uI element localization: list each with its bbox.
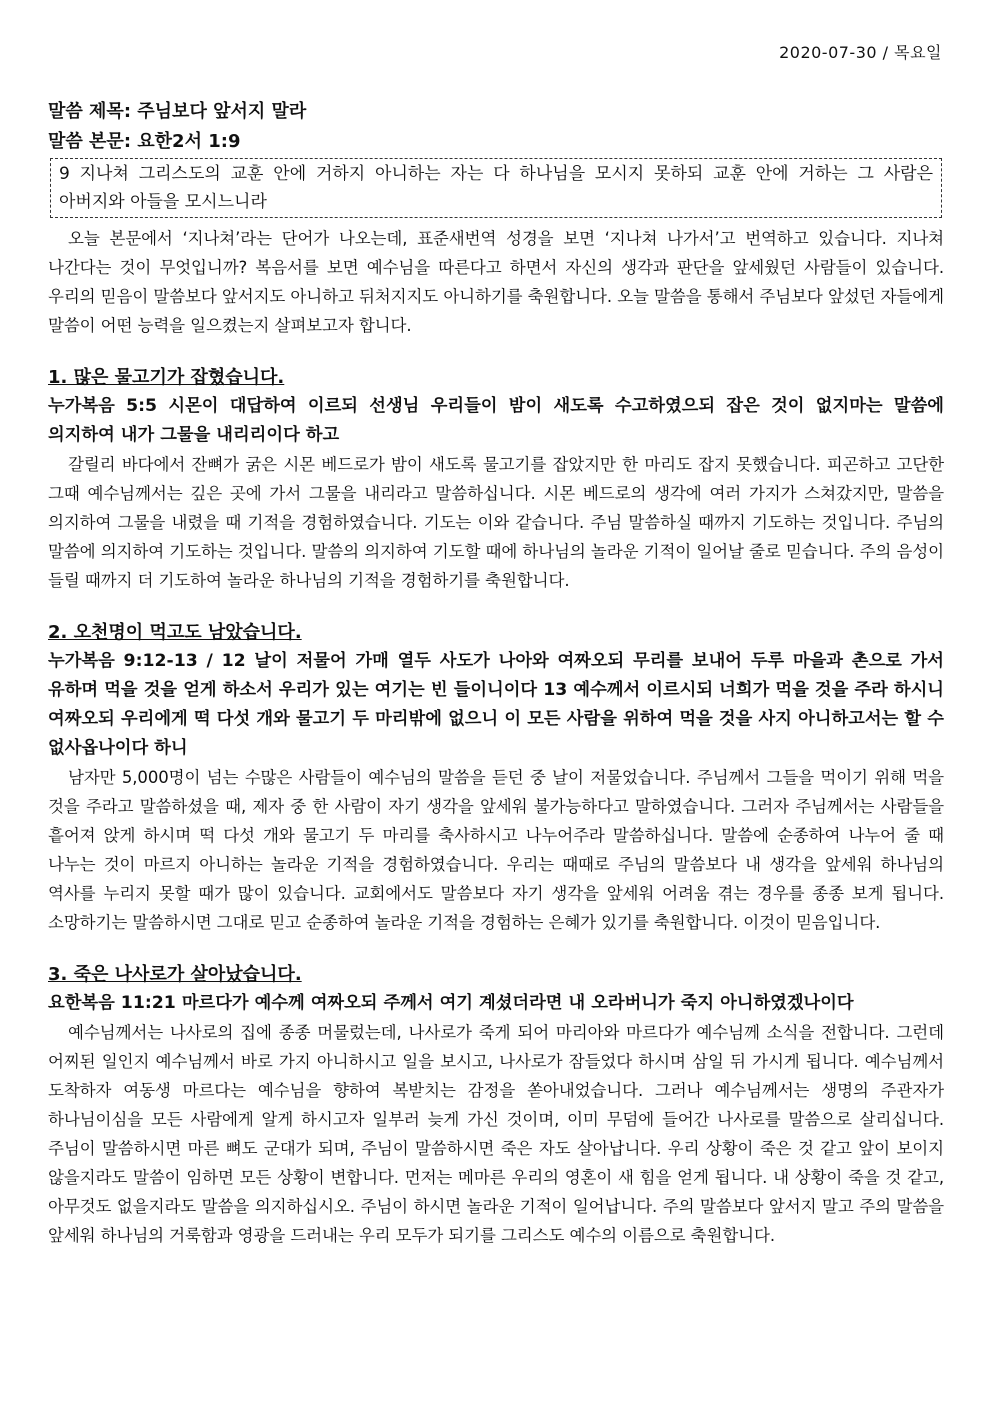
section-scripture: 누가복음 9:12-13 / 12 날이 저물어 가매 열두 사도가 나아와 여짜오되 무리를 보내어 두루 마을과 촌으로 가서 유하며 먹을 것을 얻게 하소서 우리가 있는 여기는 빈 들이니이다 13 예수께서 이르시되 너희가 먹을 것을 주라 하시니 여짜오되 우리에게 떡 다섯 개와 물고기 두 마리밖에 없으니 이 모든 사람을 위하여 먹을 것을 사지 아니하고서는 할 수 없사옵나이다 하니 (48, 651, 944, 758)
intro-paragraph: 오늘 본문에서 ‘지나쳐’라는 단어가 나오는데, 표준새번역 성경을 보면 ‘지나쳐 나가서’고 번역하고 있습니다. 지나쳐 나간다는 것이 무엇입니까? 복음서를 보면 예수님을 따른다고 하면서 자신의 생각과 판단을 앞세웠던 사람들이 있습니다. 우리의 믿음이 말씀보다 앞서지도 아니하고 뒤처지지도 아니하기를 축원합니다. 오늘 말씀을 통해서 주님보다 앞섰던 자들에게 말씀이 어떤 능력을 일으켰는지 살펴보고자 합니다. (48, 229, 944, 335)
date-line: 2020-07-30 / 목요일 (779, 43, 942, 62)
section-body: 남자만 5,000명이 넘는 수많은 사람들이 예수님의 말씀을 듣던 중 날이 저물었습니다. 주님께서 그들을 먹이기 위해 먹을 것을 주라고 말씀하셨을 때, 제자 중 한 사람이 자기 생각을 앞세워 불가능하다고 말하였습니다. 그러자 주님께서는 사람들을 흩어져 앉게 하시며 떡 다섯 개와 물고기 두 마리를 축사하시고 나누어주라 말씀하십니다. 말씀에 순종하여 나누어 줄 때 나누는 것이 마르지 아니하는 놀라운 기적을 경험하였습니다. 우리는 때때로 주님의 말씀보다 내 생각을 앞세워 하나님의 역사를 누리지 못할 때가 많이 있습니다. 교회에서도 말씀보다 자기 생각을 앞세워 어려움 겪는 경우를 종종 보게 됩니다. 소망하기는 말씀하시면 그대로 믿고 순종하여 놀라운 기적을 경험하는 은혜가 있기를 축원합니다. 이것이 믿음입니다. (48, 768, 944, 932)
document-page (48, 40, 944, 1250)
section-heading: 3. 죽은 나사로가 살아났습니다. (48, 964, 302, 985)
main-verse-box: 9 지나쳐 그리스도의 교훈 안에 거하지 아니하는 자는 다 하나님을 모시지 못하되 교훈 안에 거하는 그 사람은 아버지와 아들을 모시느니라 (50, 158, 942, 218)
section-scripture: 누가복음 5:5 시몬이 대답하여 이르되 선생님 우리들이 밤이 새도록 수고하였으되 잡은 것이 없지마는 말씀에 의지하여 내가 그물을 내리리이다 하고 (48, 396, 944, 445)
section-body: 갈릴리 바다에서 잔뼈가 굵은 시몬 베드로가 밤이 새도록 물고기를 잡았지만 한 마리도 잡지 못했습니다. 피곤하고 고단한 그때 예수님께서는 깊은 곳에 가서 그물을 내리라고 말씀하십니다. 시몬 베드로의 생각에 여러 가지가 스쳐갔지만, 말씀을 의지하여 그물을 내렸을 때 기적을 경험하였습니다. 기도는 이와 같습니다. 주님 말씀하실 때까지 기도하는 것입니다. 주님의 말씀에 의지하여 기도하는 것입니다. 말씀의 의지하여 기도할 때에 하나님의 놀라운 기적이 일어날 줄로 믿습니다. 주의 음성이 들릴 때까지 더 기도하여 놀라운 하나님의 기적을 경험하기를 축원합니다. (48, 455, 944, 590)
section-body: 예수님께서는 나사로의 집에 종종 머물렀는데, 나사로가 죽게 되어 마리아와 마르다가 예수님께 소식을 전합니다. 그런데 어찌된 일인지 예수님께서 바로 가지 아니하시고 일을 보시고, 나사로가 잠들었다 하시며 삼일 뒤 가시게 됩니다. 예수님께서 도착하자 여동생 마르다는 예수님을 향하여 복받치는 감정을 쏟아내었습니다. 그러나 예수님께서는 생명의 주관자가 하나님이심을 모든 사람에게 알게 하시고자 일부러 늦게 가신 것이며, 이미 무덤에 들어간 나사로를 말씀으로 살리십니다. 주님이 말씀하시면 마른 뼈도 군대가 되며, 주님이 말씀하시면 죽은 자도 살아납니다. 우리 상황이 죽은 것 같고 앞이 보이지 않을지라도 말씀이 임하면 모든 상황이 변합니다. 먼저는 메마른 우리의 영혼이 새 힘을 얻게 됩니다. 내 상황이 죽을 것 같고, 아무것도 없을지라도 말씀을 의지하십시오. 주님이 하시면 놀라운 기적이 일어납니다. 주의 말씀보다 앞서지 말고 주의 말씀을 앞세워 하나님의 거룩함과 영광을 드러내는 우리 모두가 되기를 그리스도 예수의 이름으로 축원합니다. (48, 1023, 944, 1245)
sermon-title: 말씀 제목: 주님보다 앞서지 말라 (48, 101, 307, 122)
section-heading: 2. 오천명이 먹고도 남았습니다. (48, 622, 302, 643)
section-scripture: 요한복음 11:21 마르다가 예수께 여짜오되 주께서 여기 계셨더라면 내 오라버니가 죽지 아니하였겠나이다 (48, 993, 854, 1013)
section-heading: 1. 많은 물고기가 잡혔습니다. (48, 367, 285, 388)
sermon-reference: 말씀 본문: 요한2서 1:9 (48, 131, 241, 152)
section-2 (48, 619, 944, 937)
section-3 (48, 961, 944, 1250)
section-1 (48, 364, 944, 595)
